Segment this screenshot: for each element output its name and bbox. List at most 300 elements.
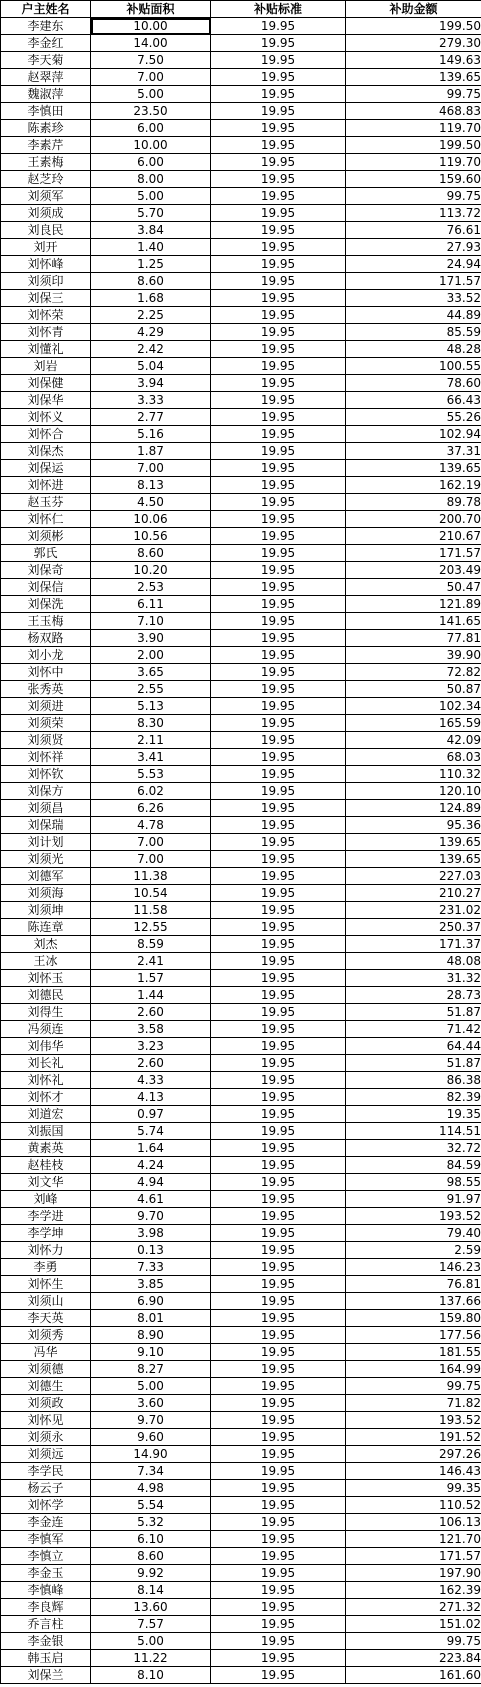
cell-subsidy-amount[interactable]: 102.94 xyxy=(346,426,481,443)
cell-subsidy-area[interactable]: 7.10 xyxy=(91,613,211,630)
cell-subsidy-rate[interactable]: 19.95 xyxy=(211,171,346,188)
cell-subsidy-rate[interactable]: 19.95 xyxy=(211,341,346,358)
cell-subsidy-rate[interactable]: 19.95 xyxy=(211,783,346,800)
cell-subsidy-rate[interactable]: 19.95 xyxy=(211,188,346,205)
cell-subsidy-amount[interactable]: 51.87 xyxy=(346,1004,481,1021)
cell-household-name[interactable]: 李素芹 xyxy=(1,137,91,154)
cell-subsidy-rate[interactable]: 19.95 xyxy=(211,1327,346,1344)
cell-household-name[interactable]: 王素梅 xyxy=(1,154,91,171)
cell-household-name[interactable]: 刘怀合 xyxy=(1,426,91,443)
cell-subsidy-amount[interactable]: 19.35 xyxy=(346,1106,481,1123)
cell-subsidy-rate[interactable]: 19.95 xyxy=(211,1463,346,1480)
cell-subsidy-rate[interactable]: 19.95 xyxy=(211,1157,346,1174)
cell-household-name[interactable]: 刘须印 xyxy=(1,273,91,290)
cell-subsidy-rate[interactable]: 19.95 xyxy=(211,1242,346,1259)
cell-subsidy-rate[interactable]: 19.95 xyxy=(211,528,346,545)
cell-subsidy-area[interactable]: 6.10 xyxy=(91,1531,211,1548)
cell-subsidy-area[interactable]: 7.00 xyxy=(91,69,211,86)
cell-subsidy-amount[interactable]: 161.60 xyxy=(346,1667,481,1684)
cell-subsidy-area[interactable]: 4.50 xyxy=(91,494,211,511)
cell-subsidy-amount[interactable]: 114.51 xyxy=(346,1123,481,1140)
cell-household-name[interactable]: 刘小龙 xyxy=(1,647,91,664)
cell-subsidy-area[interactable]: 3.58 xyxy=(91,1021,211,1038)
cell-subsidy-amount[interactable]: 137.66 xyxy=(346,1293,481,1310)
cell-subsidy-area[interactable]: 10.00 xyxy=(91,137,211,154)
cell-household-name[interactable]: 刘须荣 xyxy=(1,715,91,732)
cell-subsidy-area[interactable]: 5.53 xyxy=(91,766,211,783)
cell-subsidy-amount[interactable]: 139.65 xyxy=(346,69,481,86)
cell-subsidy-area[interactable]: 1.25 xyxy=(91,256,211,273)
cell-household-name[interactable]: 刘须进 xyxy=(1,698,91,715)
cell-subsidy-rate[interactable]: 19.95 xyxy=(211,766,346,783)
cell-household-name[interactable]: 李建东 xyxy=(1,18,91,35)
cell-subsidy-area[interactable]: 4.98 xyxy=(91,1480,211,1497)
cell-subsidy-area[interactable]: 3.33 xyxy=(91,392,211,409)
cell-subsidy-amount[interactable]: 162.39 xyxy=(346,1582,481,1599)
cell-subsidy-area[interactable]: 5.00 xyxy=(91,1378,211,1395)
cell-subsidy-amount[interactable]: 193.52 xyxy=(346,1412,481,1429)
cell-subsidy-rate[interactable]: 19.95 xyxy=(211,1514,346,1531)
cell-subsidy-area[interactable]: 1.64 xyxy=(91,1140,211,1157)
cell-subsidy-rate[interactable]: 19.95 xyxy=(211,681,346,698)
cell-subsidy-rate[interactable]: 19.95 xyxy=(211,239,346,256)
cell-subsidy-amount[interactable]: 76.61 xyxy=(346,222,481,239)
cell-subsidy-rate[interactable]: 19.95 xyxy=(211,1531,346,1548)
cell-household-name[interactable]: 李慎立 xyxy=(1,1548,91,1565)
cell-subsidy-rate[interactable]: 19.95 xyxy=(211,885,346,902)
cell-subsidy-rate[interactable]: 19.95 xyxy=(211,613,346,630)
cell-subsidy-rate[interactable]: 19.95 xyxy=(211,902,346,919)
cell-subsidy-rate[interactable]: 19.95 xyxy=(211,477,346,494)
cell-subsidy-rate[interactable]: 19.95 xyxy=(211,1225,346,1242)
cell-household-name[interactable]: 韩玉启 xyxy=(1,1650,91,1667)
cell-subsidy-area[interactable]: 5.70 xyxy=(91,205,211,222)
cell-subsidy-amount[interactable]: 37.31 xyxy=(346,443,481,460)
cell-subsidy-rate[interactable]: 19.95 xyxy=(211,562,346,579)
cell-subsidy-rate[interactable]: 19.95 xyxy=(211,18,346,35)
cell-subsidy-rate[interactable]: 19.95 xyxy=(211,1293,346,1310)
cell-subsidy-area[interactable]: 2.00 xyxy=(91,647,211,664)
cell-subsidy-rate[interactable]: 19.95 xyxy=(211,664,346,681)
cell-subsidy-rate[interactable]: 19.95 xyxy=(211,1072,346,1089)
cell-subsidy-rate[interactable]: 19.95 xyxy=(211,1123,346,1140)
cell-subsidy-rate[interactable]: 19.95 xyxy=(211,1055,346,1072)
cell-household-name[interactable]: 刘怀学 xyxy=(1,1497,91,1514)
cell-subsidy-amount[interactable]: 72.82 xyxy=(346,664,481,681)
cell-subsidy-area[interactable]: 8.60 xyxy=(91,545,211,562)
cell-subsidy-rate[interactable]: 19.95 xyxy=(211,392,346,409)
cell-subsidy-area[interactable]: 9.92 xyxy=(91,1565,211,1582)
cell-household-name[interactable]: 刘保兰 xyxy=(1,1667,91,1684)
cell-subsidy-area[interactable]: 6.00 xyxy=(91,154,211,171)
cell-subsidy-amount[interactable]: 231.02 xyxy=(346,902,481,919)
cell-subsidy-rate[interactable]: 19.95 xyxy=(211,1480,346,1497)
cell-subsidy-rate[interactable]: 19.95 xyxy=(211,1446,346,1463)
cell-subsidy-amount[interactable]: 91.97 xyxy=(346,1191,481,1208)
cell-subsidy-area[interactable]: 4.94 xyxy=(91,1174,211,1191)
cell-subsidy-area[interactable]: 7.00 xyxy=(91,851,211,868)
cell-subsidy-area[interactable]: 10.54 xyxy=(91,885,211,902)
cell-subsidy-area[interactable]: 1.40 xyxy=(91,239,211,256)
cell-subsidy-area[interactable]: 5.32 xyxy=(91,1514,211,1531)
cell-subsidy-amount[interactable]: 100.55 xyxy=(346,358,481,375)
cell-subsidy-rate[interactable]: 19.95 xyxy=(211,630,346,647)
cell-subsidy-amount[interactable]: 227.03 xyxy=(346,868,481,885)
cell-subsidy-amount[interactable]: 468.83 xyxy=(346,103,481,120)
cell-subsidy-amount[interactable]: 86.38 xyxy=(346,1072,481,1089)
cell-subsidy-area[interactable]: 8.10 xyxy=(91,1667,211,1684)
cell-household-name[interactable]: 刘德军 xyxy=(1,868,91,885)
cell-subsidy-amount[interactable]: 106.13 xyxy=(346,1514,481,1531)
cell-subsidy-area[interactable]: 10.56 xyxy=(91,528,211,545)
cell-household-name[interactable]: 刘须政 xyxy=(1,1395,91,1412)
cell-subsidy-amount[interactable]: 200.70 xyxy=(346,511,481,528)
cell-subsidy-rate[interactable]: 19.95 xyxy=(211,1191,346,1208)
cell-subsidy-area[interactable]: 8.60 xyxy=(91,273,211,290)
cell-subsidy-amount[interactable]: 2.59 xyxy=(346,1242,481,1259)
cell-subsidy-area[interactable]: 8.30 xyxy=(91,715,211,732)
cell-subsidy-area[interactable]: 1.68 xyxy=(91,290,211,307)
cell-subsidy-amount[interactable]: 159.60 xyxy=(346,171,481,188)
cell-subsidy-area[interactable]: 8.14 xyxy=(91,1582,211,1599)
cell-subsidy-area[interactable]: 5.74 xyxy=(91,1123,211,1140)
cell-subsidy-area[interactable]: 7.57 xyxy=(91,1616,211,1633)
cell-subsidy-area[interactable]: 7.50 xyxy=(91,52,211,69)
cell-subsidy-amount[interactable]: 110.52 xyxy=(346,1497,481,1514)
cell-household-name[interactable]: 刘开 xyxy=(1,239,91,256)
cell-subsidy-area[interactable]: 5.00 xyxy=(91,86,211,103)
cell-household-name[interactable]: 刘须军 xyxy=(1,188,91,205)
header-subsidy-amount[interactable]: 补助金额 xyxy=(346,1,481,18)
cell-household-name[interactable]: 刘须远 xyxy=(1,1446,91,1463)
cell-subsidy-rate[interactable]: 19.95 xyxy=(211,443,346,460)
cell-subsidy-area[interactable]: 8.01 xyxy=(91,1310,211,1327)
cell-household-name[interactable]: 刘振国 xyxy=(1,1123,91,1140)
cell-subsidy-area[interactable]: 9.70 xyxy=(91,1412,211,1429)
cell-subsidy-area[interactable]: 6.11 xyxy=(91,596,211,613)
cell-household-name[interactable]: 刘峰 xyxy=(1,1191,91,1208)
cell-subsidy-rate[interactable]: 19.95 xyxy=(211,307,346,324)
cell-household-name[interactable]: 李学进 xyxy=(1,1208,91,1225)
cell-household-name[interactable]: 刘怀青 xyxy=(1,324,91,341)
cell-subsidy-rate[interactable]: 19.95 xyxy=(211,205,346,222)
cell-subsidy-amount[interactable]: 110.32 xyxy=(346,766,481,783)
cell-subsidy-amount[interactable]: 210.67 xyxy=(346,528,481,545)
cell-subsidy-area[interactable]: 3.85 xyxy=(91,1276,211,1293)
cell-subsidy-area[interactable]: 8.60 xyxy=(91,1548,211,1565)
cell-subsidy-amount[interactable]: 146.43 xyxy=(346,1463,481,1480)
cell-household-name[interactable]: 刘计划 xyxy=(1,834,91,851)
cell-household-name[interactable]: 冯华 xyxy=(1,1344,91,1361)
cell-subsidy-amount[interactable]: 50.87 xyxy=(346,681,481,698)
cell-subsidy-amount[interactable]: 203.49 xyxy=(346,562,481,579)
cell-subsidy-rate[interactable]: 19.95 xyxy=(211,154,346,171)
cell-subsidy-amount[interactable]: 77.81 xyxy=(346,630,481,647)
cell-subsidy-amount[interactable]: 139.65 xyxy=(346,460,481,477)
cell-subsidy-amount[interactable]: 28.73 xyxy=(346,987,481,1004)
cell-household-name[interactable]: 刘保信 xyxy=(1,579,91,596)
cell-subsidy-area[interactable]: 11.58 xyxy=(91,902,211,919)
cell-subsidy-area[interactable]: 4.78 xyxy=(91,817,211,834)
cell-subsidy-amount[interactable]: 79.40 xyxy=(346,1225,481,1242)
cell-subsidy-amount[interactable]: 48.08 xyxy=(346,953,481,970)
cell-subsidy-rate[interactable]: 19.95 xyxy=(211,1140,346,1157)
cell-subsidy-amount[interactable]: 121.70 xyxy=(346,1531,481,1548)
cell-subsidy-amount[interactable]: 162.19 xyxy=(346,477,481,494)
cell-subsidy-rate[interactable]: 19.95 xyxy=(211,375,346,392)
cell-household-name[interactable]: 刘伟华 xyxy=(1,1038,91,1055)
cell-household-name[interactable]: 李慎峰 xyxy=(1,1582,91,1599)
cell-household-name[interactable]: 刘怀荣 xyxy=(1,307,91,324)
cell-subsidy-amount[interactable]: 27.93 xyxy=(346,239,481,256)
cell-subsidy-rate[interactable]: 19.95 xyxy=(211,256,346,273)
cell-subsidy-amount[interactable]: 71.82 xyxy=(346,1395,481,1412)
cell-subsidy-rate[interactable]: 19.95 xyxy=(211,953,346,970)
cell-subsidy-amount[interactable]: 250.37 xyxy=(346,919,481,936)
cell-household-name[interactable]: 刘道宏 xyxy=(1,1106,91,1123)
cell-subsidy-amount[interactable]: 151.02 xyxy=(346,1616,481,1633)
cell-subsidy-amount[interactable]: 120.10 xyxy=(346,783,481,800)
cell-subsidy-amount[interactable]: 99.75 xyxy=(346,86,481,103)
cell-subsidy-amount[interactable]: 48.28 xyxy=(346,341,481,358)
cell-subsidy-amount[interactable]: 141.65 xyxy=(346,613,481,630)
cell-subsidy-area[interactable]: 9.60 xyxy=(91,1429,211,1446)
cell-household-name[interactable]: 李天英 xyxy=(1,1310,91,1327)
cell-subsidy-rate[interactable]: 19.95 xyxy=(211,1667,346,1684)
cell-subsidy-area[interactable]: 5.13 xyxy=(91,698,211,715)
cell-subsidy-rate[interactable]: 19.95 xyxy=(211,1582,346,1599)
cell-subsidy-amount[interactable]: 32.72 xyxy=(346,1140,481,1157)
cell-subsidy-rate[interactable]: 19.95 xyxy=(211,460,346,477)
cell-subsidy-area[interactable]: 3.41 xyxy=(91,749,211,766)
cell-household-name[interactable]: 李良辉 xyxy=(1,1599,91,1616)
cell-household-name[interactable]: 刘怀祥 xyxy=(1,749,91,766)
cell-subsidy-area[interactable]: 6.26 xyxy=(91,800,211,817)
cell-subsidy-rate[interactable]: 19.95 xyxy=(211,1650,346,1667)
cell-subsidy-rate[interactable]: 19.95 xyxy=(211,1616,346,1633)
cell-household-name[interactable]: 刘保瑞 xyxy=(1,817,91,834)
cell-subsidy-area[interactable]: 6.00 xyxy=(91,120,211,137)
cell-household-name[interactable]: 刘怀才 xyxy=(1,1089,91,1106)
cell-household-name[interactable]: 李慎田 xyxy=(1,103,91,120)
cell-subsidy-amount[interactable]: 89.78 xyxy=(346,494,481,511)
cell-subsidy-rate[interactable]: 19.95 xyxy=(211,1174,346,1191)
cell-subsidy-area[interactable]: 10.00 xyxy=(91,18,211,35)
cell-subsidy-rate[interactable]: 19.95 xyxy=(211,1599,346,1616)
cell-subsidy-rate[interactable]: 19.95 xyxy=(211,919,346,936)
cell-household-name[interactable]: 李勇 xyxy=(1,1259,91,1276)
cell-subsidy-rate[interactable]: 19.95 xyxy=(211,1004,346,1021)
cell-subsidy-rate[interactable]: 19.95 xyxy=(211,1565,346,1582)
cell-subsidy-area[interactable]: 8.13 xyxy=(91,477,211,494)
cell-subsidy-rate[interactable]: 19.95 xyxy=(211,1310,346,1327)
cell-household-name[interactable]: 刘文华 xyxy=(1,1174,91,1191)
cell-subsidy-rate[interactable]: 19.95 xyxy=(211,851,346,868)
cell-subsidy-amount[interactable]: 139.65 xyxy=(346,834,481,851)
cell-subsidy-amount[interactable]: 102.34 xyxy=(346,698,481,715)
cell-household-name[interactable]: 李金玉 xyxy=(1,1565,91,1582)
cell-subsidy-amount[interactable]: 279.30 xyxy=(346,35,481,52)
cell-subsidy-area[interactable]: 4.29 xyxy=(91,324,211,341)
cell-subsidy-rate[interactable]: 19.95 xyxy=(211,715,346,732)
cell-subsidy-area[interactable]: 6.90 xyxy=(91,1293,211,1310)
cell-subsidy-rate[interactable]: 19.95 xyxy=(211,1259,346,1276)
cell-subsidy-area[interactable]: 2.77 xyxy=(91,409,211,426)
cell-subsidy-area[interactable]: 3.84 xyxy=(91,222,211,239)
cell-subsidy-area[interactable]: 2.60 xyxy=(91,1055,211,1072)
cell-household-name[interactable]: 刘须海 xyxy=(1,885,91,902)
cell-household-name[interactable]: 黄素英 xyxy=(1,1140,91,1157)
cell-subsidy-area[interactable]: 3.90 xyxy=(91,630,211,647)
cell-household-name[interactable]: 王冰 xyxy=(1,953,91,970)
cell-household-name[interactable]: 刘须彬 xyxy=(1,528,91,545)
cell-household-name[interactable]: 魏淑萍 xyxy=(1,86,91,103)
cell-subsidy-rate[interactable]: 19.95 xyxy=(211,1208,346,1225)
cell-subsidy-amount[interactable]: 197.90 xyxy=(346,1565,481,1582)
cell-subsidy-area[interactable]: 1.87 xyxy=(91,443,211,460)
cell-subsidy-area[interactable]: 4.13 xyxy=(91,1089,211,1106)
cell-subsidy-amount[interactable]: 84.59 xyxy=(346,1157,481,1174)
cell-subsidy-area[interactable]: 14.90 xyxy=(91,1446,211,1463)
cell-subsidy-rate[interactable]: 19.95 xyxy=(211,137,346,154)
cell-subsidy-area[interactable]: 14.00 xyxy=(91,35,211,52)
cell-subsidy-area[interactable]: 5.54 xyxy=(91,1497,211,1514)
cell-household-name[interactable]: 刘德生 xyxy=(1,1378,91,1395)
header-subsidy-rate[interactable]: 补贴标准 xyxy=(211,1,346,18)
cell-subsidy-amount[interactable]: 99.75 xyxy=(346,1378,481,1395)
cell-subsidy-area[interactable]: 12.55 xyxy=(91,919,211,936)
cell-household-name[interactable]: 刘须秀 xyxy=(1,1327,91,1344)
cell-household-name[interactable]: 刘怀进 xyxy=(1,477,91,494)
cell-household-name[interactable]: 刘长礼 xyxy=(1,1055,91,1072)
cell-subsidy-amount[interactable]: 191.52 xyxy=(346,1429,481,1446)
cell-subsidy-area[interactable]: 7.00 xyxy=(91,834,211,851)
cell-subsidy-area[interactable]: 4.33 xyxy=(91,1072,211,1089)
cell-subsidy-amount[interactable]: 50.47 xyxy=(346,579,481,596)
cell-household-name[interactable]: 刘须永 xyxy=(1,1429,91,1446)
cell-subsidy-rate[interactable]: 19.95 xyxy=(211,1633,346,1650)
cell-household-name[interactable]: 刘怀义 xyxy=(1,409,91,426)
cell-subsidy-rate[interactable]: 19.95 xyxy=(211,358,346,375)
cell-subsidy-amount[interactable]: 42.09 xyxy=(346,732,481,749)
cell-subsidy-amount[interactable]: 199.50 xyxy=(346,137,481,154)
cell-subsidy-rate[interactable]: 19.95 xyxy=(211,732,346,749)
cell-household-name[interactable]: 刘须贤 xyxy=(1,732,91,749)
cell-subsidy-rate[interactable]: 19.95 xyxy=(211,987,346,1004)
cell-household-name[interactable]: 刘保奇 xyxy=(1,562,91,579)
cell-subsidy-rate[interactable]: 19.95 xyxy=(211,324,346,341)
cell-household-name[interactable]: 刘德民 xyxy=(1,987,91,1004)
cell-subsidy-amount[interactable]: 171.37 xyxy=(346,936,481,953)
cell-subsidy-amount[interactable]: 159.80 xyxy=(346,1310,481,1327)
cell-household-name[interactable]: 陈素珍 xyxy=(1,120,91,137)
cell-subsidy-area[interactable]: 2.25 xyxy=(91,307,211,324)
cell-subsidy-rate[interactable]: 19.95 xyxy=(211,1429,346,1446)
cell-subsidy-area[interactable]: 10.20 xyxy=(91,562,211,579)
cell-household-name[interactable]: 刘须光 xyxy=(1,851,91,868)
cell-subsidy-amount[interactable]: 171.57 xyxy=(346,545,481,562)
cell-subsidy-area[interactable]: 9.70 xyxy=(91,1208,211,1225)
cell-subsidy-rate[interactable]: 19.95 xyxy=(211,86,346,103)
cell-household-name[interactable]: 刘保运 xyxy=(1,460,91,477)
cell-subsidy-amount[interactable]: 76.81 xyxy=(346,1276,481,1293)
cell-household-name[interactable]: 杨云子 xyxy=(1,1480,91,1497)
cell-subsidy-area[interactable]: 3.60 xyxy=(91,1395,211,1412)
cell-subsidy-amount[interactable]: 66.43 xyxy=(346,392,481,409)
cell-subsidy-amount[interactable]: 210.27 xyxy=(346,885,481,902)
cell-subsidy-amount[interactable]: 98.55 xyxy=(346,1174,481,1191)
cell-subsidy-area[interactable]: 5.00 xyxy=(91,188,211,205)
cell-subsidy-area[interactable]: 0.97 xyxy=(91,1106,211,1123)
cell-subsidy-area[interactable]: 7.33 xyxy=(91,1259,211,1276)
cell-subsidy-amount[interactable]: 164.99 xyxy=(346,1361,481,1378)
cell-subsidy-amount[interactable]: 99.35 xyxy=(346,1480,481,1497)
cell-subsidy-area[interactable]: 8.00 xyxy=(91,171,211,188)
cell-subsidy-area[interactable]: 5.04 xyxy=(91,358,211,375)
cell-subsidy-amount[interactable]: 139.65 xyxy=(346,851,481,868)
header-household-name[interactable]: 户主姓名 xyxy=(1,1,91,18)
cell-subsidy-area[interactable]: 4.24 xyxy=(91,1157,211,1174)
cell-subsidy-rate[interactable]: 19.95 xyxy=(211,52,346,69)
cell-household-name[interactable]: 李天菊 xyxy=(1,52,91,69)
cell-subsidy-rate[interactable]: 19.95 xyxy=(211,120,346,137)
cell-subsidy-rate[interactable]: 19.95 xyxy=(211,494,346,511)
cell-subsidy-rate[interactable]: 19.95 xyxy=(211,1276,346,1293)
cell-household-name[interactable]: 刘须成 xyxy=(1,205,91,222)
cell-subsidy-area[interactable]: 8.59 xyxy=(91,936,211,953)
cell-subsidy-rate[interactable]: 19.95 xyxy=(211,800,346,817)
cell-household-name[interactable]: 赵玉芬 xyxy=(1,494,91,511)
cell-subsidy-rate[interactable]: 19.95 xyxy=(211,69,346,86)
cell-subsidy-area[interactable]: 3.23 xyxy=(91,1038,211,1055)
cell-subsidy-area[interactable]: 3.65 xyxy=(91,664,211,681)
cell-subsidy-area[interactable]: 2.53 xyxy=(91,579,211,596)
cell-subsidy-amount[interactable]: 33.52 xyxy=(346,290,481,307)
cell-subsidy-rate[interactable]: 19.95 xyxy=(211,1361,346,1378)
cell-subsidy-rate[interactable]: 19.95 xyxy=(211,834,346,851)
cell-subsidy-rate[interactable]: 19.95 xyxy=(211,698,346,715)
cell-household-name[interactable]: 刘得生 xyxy=(1,1004,91,1021)
cell-subsidy-amount[interactable]: 71.42 xyxy=(346,1021,481,1038)
cell-subsidy-rate[interactable]: 19.95 xyxy=(211,35,346,52)
cell-subsidy-area[interactable]: 0.13 xyxy=(91,1242,211,1259)
cell-subsidy-area[interactable]: 11.22 xyxy=(91,1650,211,1667)
cell-subsidy-amount[interactable]: 171.57 xyxy=(346,273,481,290)
cell-subsidy-amount[interactable]: 55.26 xyxy=(346,409,481,426)
cell-household-name[interactable]: 刘怀钦 xyxy=(1,766,91,783)
cell-subsidy-rate[interactable]: 19.95 xyxy=(211,545,346,562)
cell-subsidy-rate[interactable]: 19.95 xyxy=(211,647,346,664)
cell-household-name[interactable]: 刘怀生 xyxy=(1,1276,91,1293)
cell-household-name[interactable]: 刘怀见 xyxy=(1,1412,91,1429)
cell-subsidy-rate[interactable]: 19.95 xyxy=(211,1378,346,1395)
cell-subsidy-rate[interactable]: 19.95 xyxy=(211,103,346,120)
cell-subsidy-rate[interactable]: 19.95 xyxy=(211,1021,346,1038)
cell-subsidy-rate[interactable]: 19.95 xyxy=(211,409,346,426)
cell-household-name[interactable]: 刘怀玉 xyxy=(1,970,91,987)
cell-subsidy-amount[interactable]: 171.57 xyxy=(346,1548,481,1565)
cell-subsidy-amount[interactable]: 68.03 xyxy=(346,749,481,766)
cell-subsidy-amount[interactable]: 121.89 xyxy=(346,596,481,613)
cell-household-name[interactable]: 李金银 xyxy=(1,1633,91,1650)
cell-household-name[interactable]: 乔言柱 xyxy=(1,1616,91,1633)
cell-subsidy-amount[interactable]: 271.32 xyxy=(346,1599,481,1616)
cell-household-name[interactable]: 刘良民 xyxy=(1,222,91,239)
cell-household-name[interactable]: 刘保洗 xyxy=(1,596,91,613)
cell-subsidy-area[interactable]: 10.06 xyxy=(91,511,211,528)
cell-subsidy-area[interactable]: 6.02 xyxy=(91,783,211,800)
cell-subsidy-amount[interactable]: 51.87 xyxy=(346,1055,481,1072)
